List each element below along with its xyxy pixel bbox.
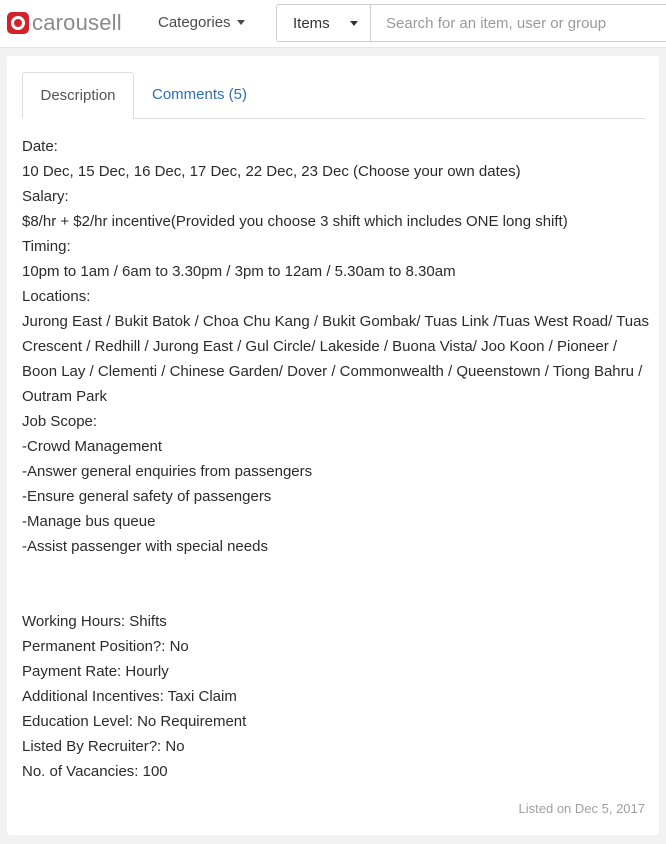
locations-label: Locations: bbox=[22, 288, 91, 305]
date-value: 10 Dec, 15 Dec, 16 Dec, 17 Dec, 22 Dec, 23 Dec (Choose your own dates) bbox=[22, 163, 521, 180]
listing-details-card bbox=[7, 56, 659, 835]
list-item: -Manage bus queue bbox=[22, 513, 156, 530]
salary-value: $8/hr + $2/hr incentive(Provided you choose 3 shift which includes ONE long shift) bbox=[22, 213, 568, 230]
spacer bbox=[22, 559, 652, 584]
list-item: -Answer general enquiries from passengers bbox=[22, 463, 313, 480]
detail-education-level: Education Level: No Requirement bbox=[22, 713, 247, 730]
categories-dropdown[interactable] bbox=[158, 14, 245, 31]
detail-payment-rate: Payment Rate: Hourly bbox=[22, 663, 169, 680]
salary-label: Salary: bbox=[22, 188, 69, 205]
job-scope-label: Job Scope: bbox=[22, 413, 98, 430]
detail-vacancies: No. of Vacancies: 100 bbox=[22, 763, 168, 780]
carousell-logo-icon bbox=[7, 12, 29, 34]
listing-details-list bbox=[22, 609, 652, 784]
caret-down-icon bbox=[237, 20, 245, 25]
categories-label: Categories bbox=[158, 14, 231, 31]
tab-comments[interactable]: Comments (5) bbox=[152, 86, 248, 103]
top-navbar bbox=[0, 0, 666, 48]
list-item: -Ensure general safety of passengers bbox=[22, 488, 272, 505]
timing-value: 10pm to 1am / 6am to 3.30pm / 3pm to 12am / 5.30am to 8.30am bbox=[22, 263, 456, 280]
spacer bbox=[22, 584, 652, 609]
job-scope-list bbox=[22, 434, 652, 559]
logo-text: carousell bbox=[32, 10, 122, 35]
details-tabs bbox=[22, 72, 645, 119]
search-bar bbox=[276, 4, 666, 42]
detail-permanent-position: Permanent Position?: No bbox=[22, 638, 189, 655]
detail-listed-by-recruiter: Listed By Recruiter?: No bbox=[22, 738, 185, 755]
tab-description[interactable]: Description bbox=[22, 72, 134, 119]
detail-working-hours: Working Hours: Shifts bbox=[22, 613, 167, 630]
date-label: Date: bbox=[22, 138, 58, 155]
locations-value: Jurong East / Bukit Batok / Choa Chu Kang / Bukit Gombak/ Tuas Link /Tuas West Road/ Tuas Crescent / Redhill / Jurong East / Gul Circle/ Lakeside / Buona Vista/ Joo Koon / Pioneer / Boon Lay / Clementi / Chinese Garden/ Dover / Commonwealth / Queenstown / Tiong Bahru / Outram Park bbox=[22, 313, 649, 405]
listed-on-date: Listed on Dec 5, 2017 bbox=[518, 801, 645, 816]
list-item: -Crowd Management bbox=[22, 438, 163, 455]
list-item: -Assist passenger with special needs bbox=[22, 538, 268, 555]
carousell-logo[interactable] bbox=[7, 11, 122, 35]
caret-down-icon bbox=[350, 21, 358, 26]
timing-label: Timing: bbox=[22, 238, 71, 255]
search-scope-select[interactable] bbox=[277, 5, 371, 41]
listing-description bbox=[22, 134, 652, 784]
search-input[interactable] bbox=[371, 5, 666, 41]
search-scope-value: Items bbox=[293, 14, 330, 32]
detail-additional-incentives: Additional Incentives: Taxi Claim bbox=[22, 688, 237, 705]
